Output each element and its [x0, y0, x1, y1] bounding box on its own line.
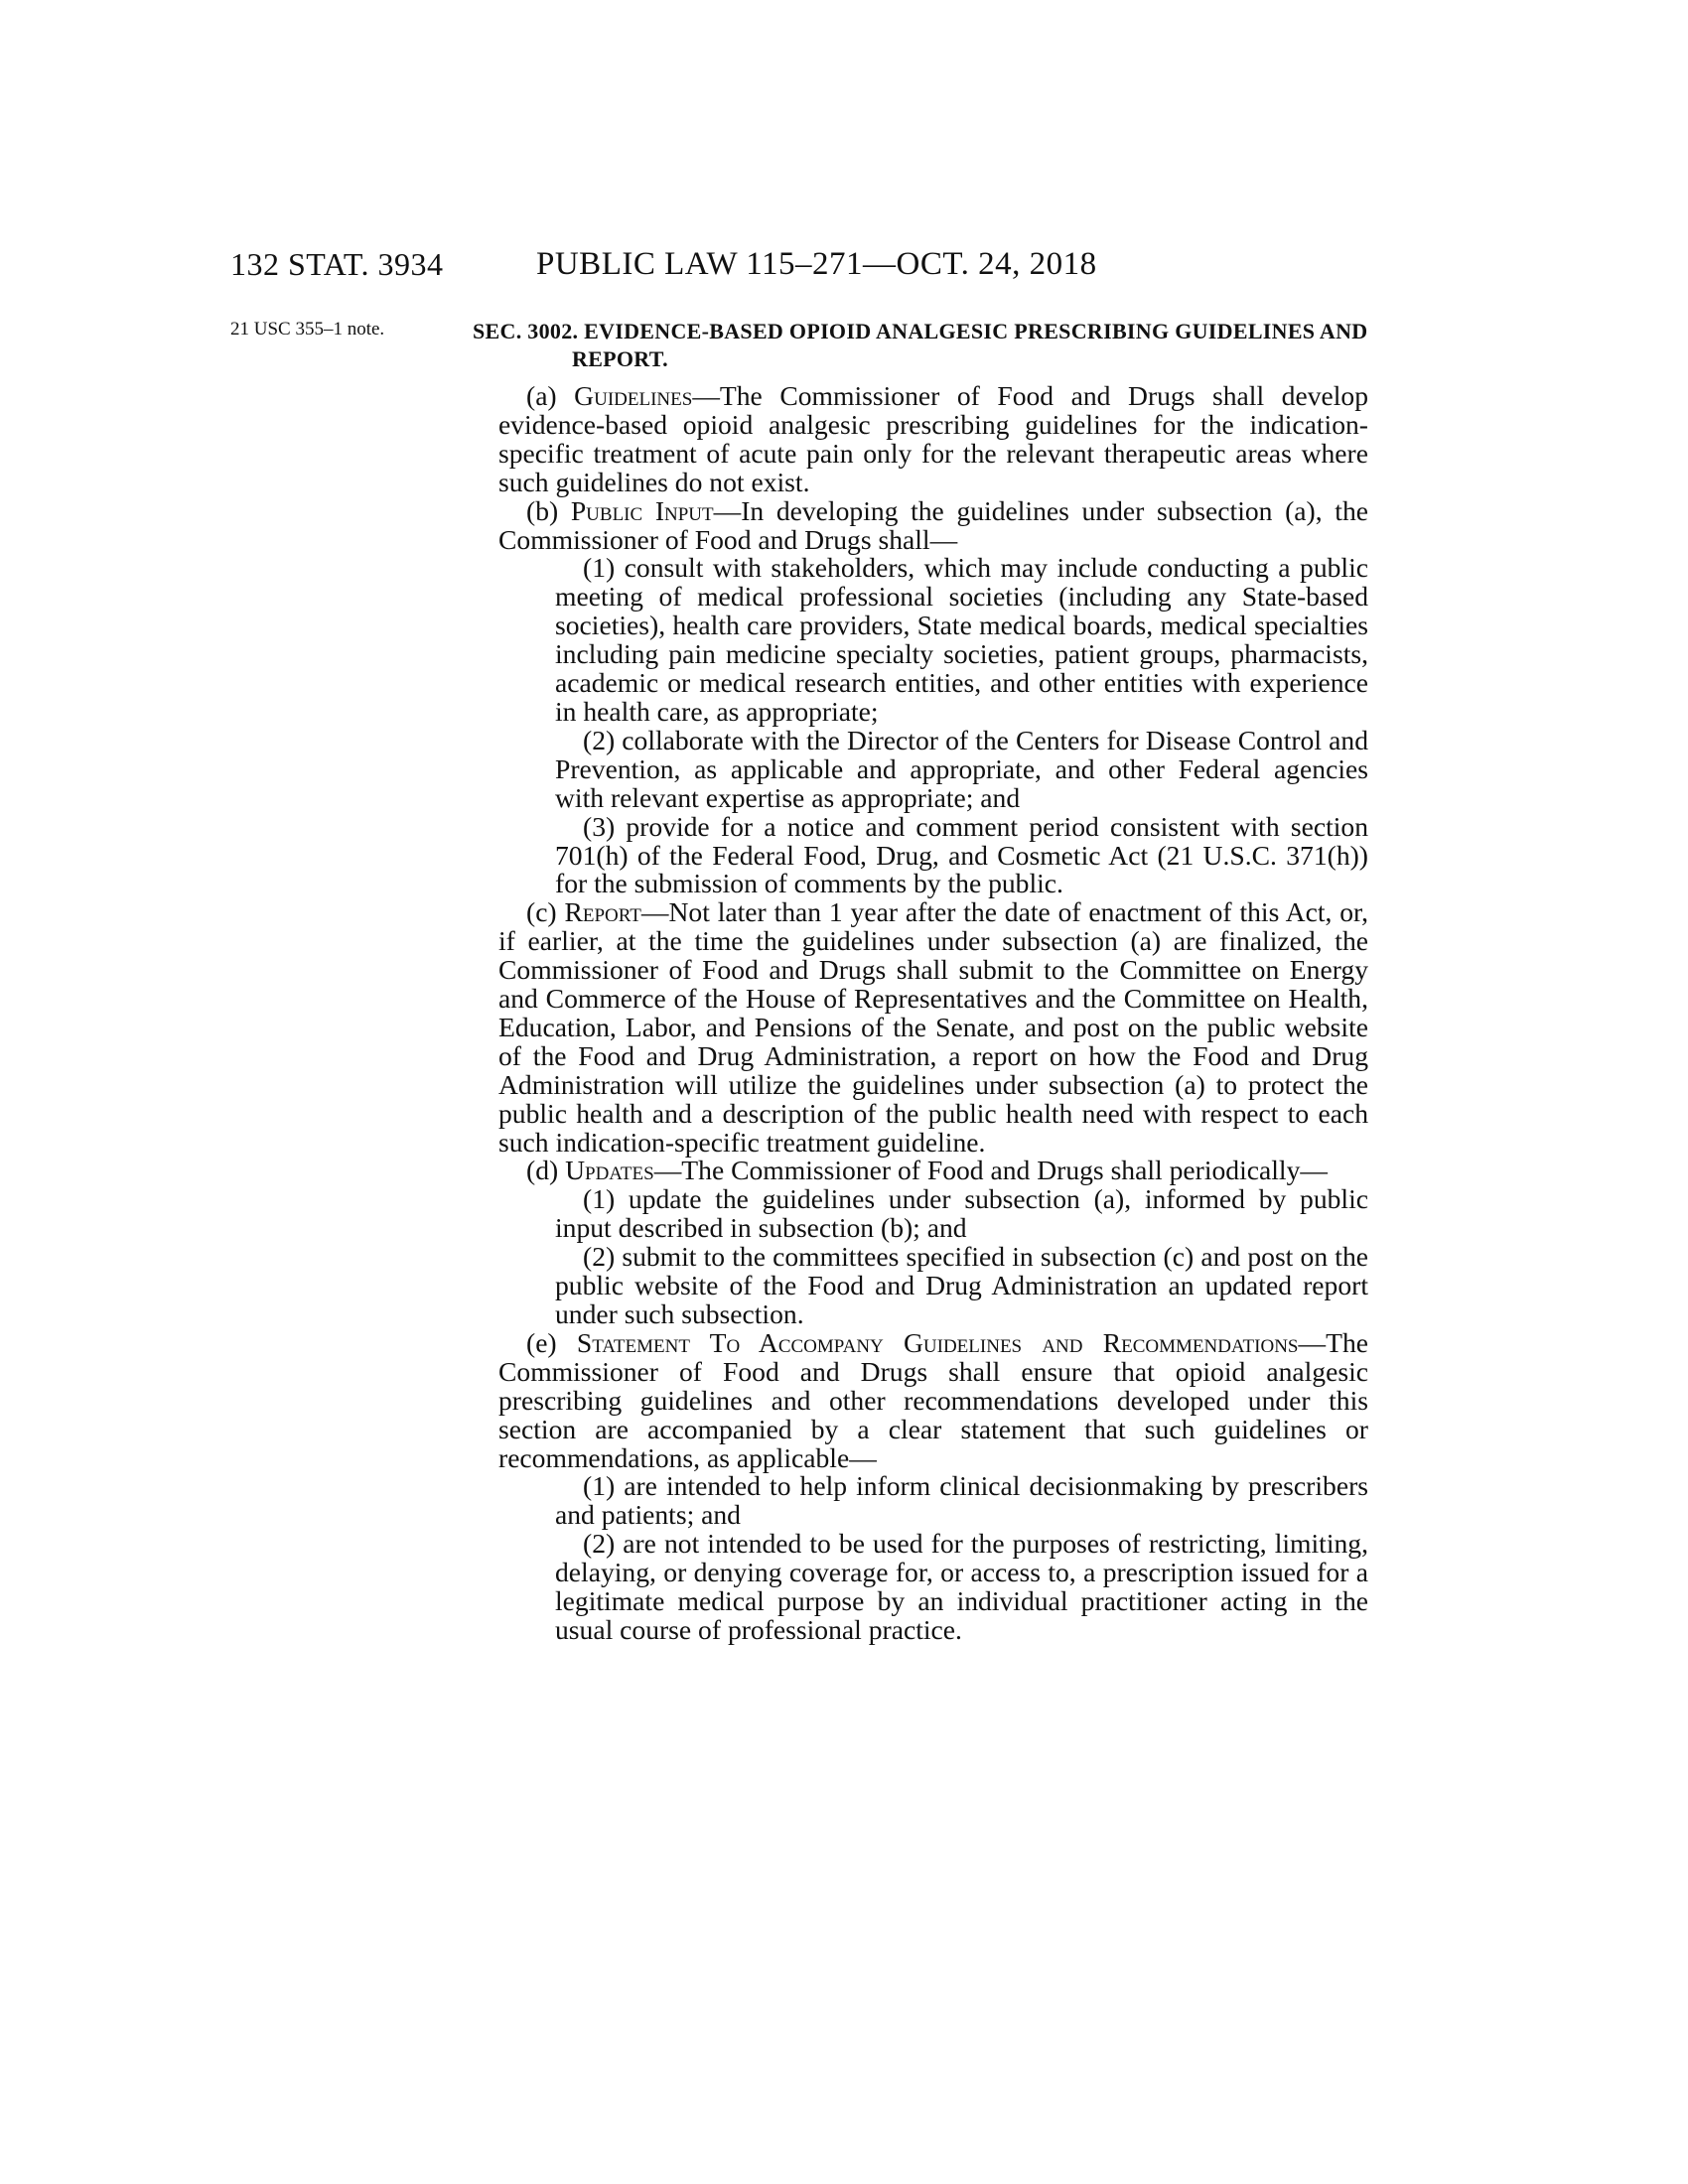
- subsection-e-text: —The Commissioner of Food and Drugs shall ensure that opioid analgesic prescribing guidelines and other recommendations developed under this section are accompanied by a clear statement that such guidelines or recommendations, as applicable—: [498, 1326, 1368, 1473]
- subsection-b-title: Public Input: [570, 494, 714, 526]
- subsection-c-label: (c): [526, 896, 565, 928]
- subsection-e-label: (e): [526, 1326, 577, 1358]
- subsection-a-title: Guidelines: [574, 380, 693, 411]
- subsection-e-title: Statement To Accompany Guidelines and Recommendations: [576, 1326, 1299, 1358]
- subsection-d-item-1: (1) update the guidelines under subsection (a), informed by public input described in subsection (b); and: [555, 1183, 1368, 1244]
- subsection-d-title: Updates: [565, 1155, 654, 1186]
- section-heading: SEC. 3002. EVIDENCE-BASED OPIOID ANALGESIC PRESCRIBING GUIDELINES AND REPORT.: [473, 319, 1368, 371]
- subsection-c-title: Report: [564, 896, 641, 928]
- subsection-c-text: —Not later than 1 year after the date of enactment of this Act, or, if earlier, at the time the guidelines under subsection (a) are finalized, the Commissioner of Food and Drugs shall submit to the Committee on Energy and Commerce of the House of Representatives and the Committee on Health, Education, Labor, and Pensions of the Senate, and post on the public website of the Food and Drug Administration, a report on how the Food and Drug Administration will utilize the guidelines under subsection (a) to protect the public health and a description of the public health need with respect to each such indication-specific treatment guideline.: [498, 896, 1368, 1158]
- subsection-b-text: —In developing the guidelines under subsection (a), the Commissioner of Food and Drugs shall—: [498, 494, 1368, 555]
- usc-margin-note: 21 USC 355–1 note.: [230, 319, 385, 340]
- subsection-d-label: (d): [526, 1155, 566, 1186]
- page-citation: 132 STAT. 3934: [230, 246, 444, 282]
- section-body: [498, 382, 1368, 1645]
- subsection-d: [498, 1157, 1368, 1185]
- subsection-d-text: —The Commissioner of Food and Drugs shall periodically—: [653, 1155, 1328, 1186]
- subsection-d-item-2: (2) submit to the committees specified in subsection (c) and post on the public website of the Food and Drug Administration an updated report under such subsection.: [555, 1241, 1368, 1329]
- subsection-e: [498, 1326, 1368, 1473]
- subsection-c: [498, 898, 1368, 1157]
- subsection-b-item-3: (3) provide for a notice and comment period consistent with section 701(h) of the Federal Food, Drug, and Cosmetic Act (21 U.S.C. 371(h)) for the submission of comments by the public.: [555, 810, 1368, 899]
- subsection-b-item-1: (1) consult with stakeholders, which may include conducting a public meeting of medical professional societies (including any State-based societies), health care providers, State medical boards, medical specialties including pain medicine specialty societies, patient groups, pharmacists, academic or medical research entities, and other entities with experience in health care, as appropriate;: [555, 552, 1368, 727]
- subsection-a-text: —The Commissioner of Food and Drugs shall develop evidence-based opioid analgesic prescribing guidelines for the indication-specific treatment of acute pain only for the relevant therapeutic areas where such guidelines do not exist.: [498, 380, 1368, 497]
- law-title: PUBLIC LAW 115–271—OCT. 24, 2018: [536, 246, 1097, 282]
- subsection-b-items: [498, 554, 1368, 898]
- subsection-b-label: (b): [526, 494, 571, 526]
- subsection-b: [498, 494, 1368, 555]
- subsection-a: [498, 382, 1368, 497]
- subsection-d-items: [498, 1185, 1368, 1329]
- subsection-e-item-2: (2) are not intended to be used for the purposes of restricting, limiting, delaying, or denying coverage for, or access to, a prescription issued for a legitimate medical purpose by an individual practitioner acting in the usual course of professional practice.: [555, 1528, 1368, 1645]
- subsection-a-label: (a): [526, 380, 575, 411]
- subsection-e-items: [498, 1472, 1368, 1644]
- subsection-e-item-1: (1) are intended to help inform clinical decisionmaking by prescribers and patients; and: [555, 1470, 1368, 1531]
- subsection-b-item-2: (2) collaborate with the Director of the Centers for Disease Control and Prevention, as applicable and appropriate, and other Federal agencies with relevant expertise as appropriate; and: [555, 724, 1368, 813]
